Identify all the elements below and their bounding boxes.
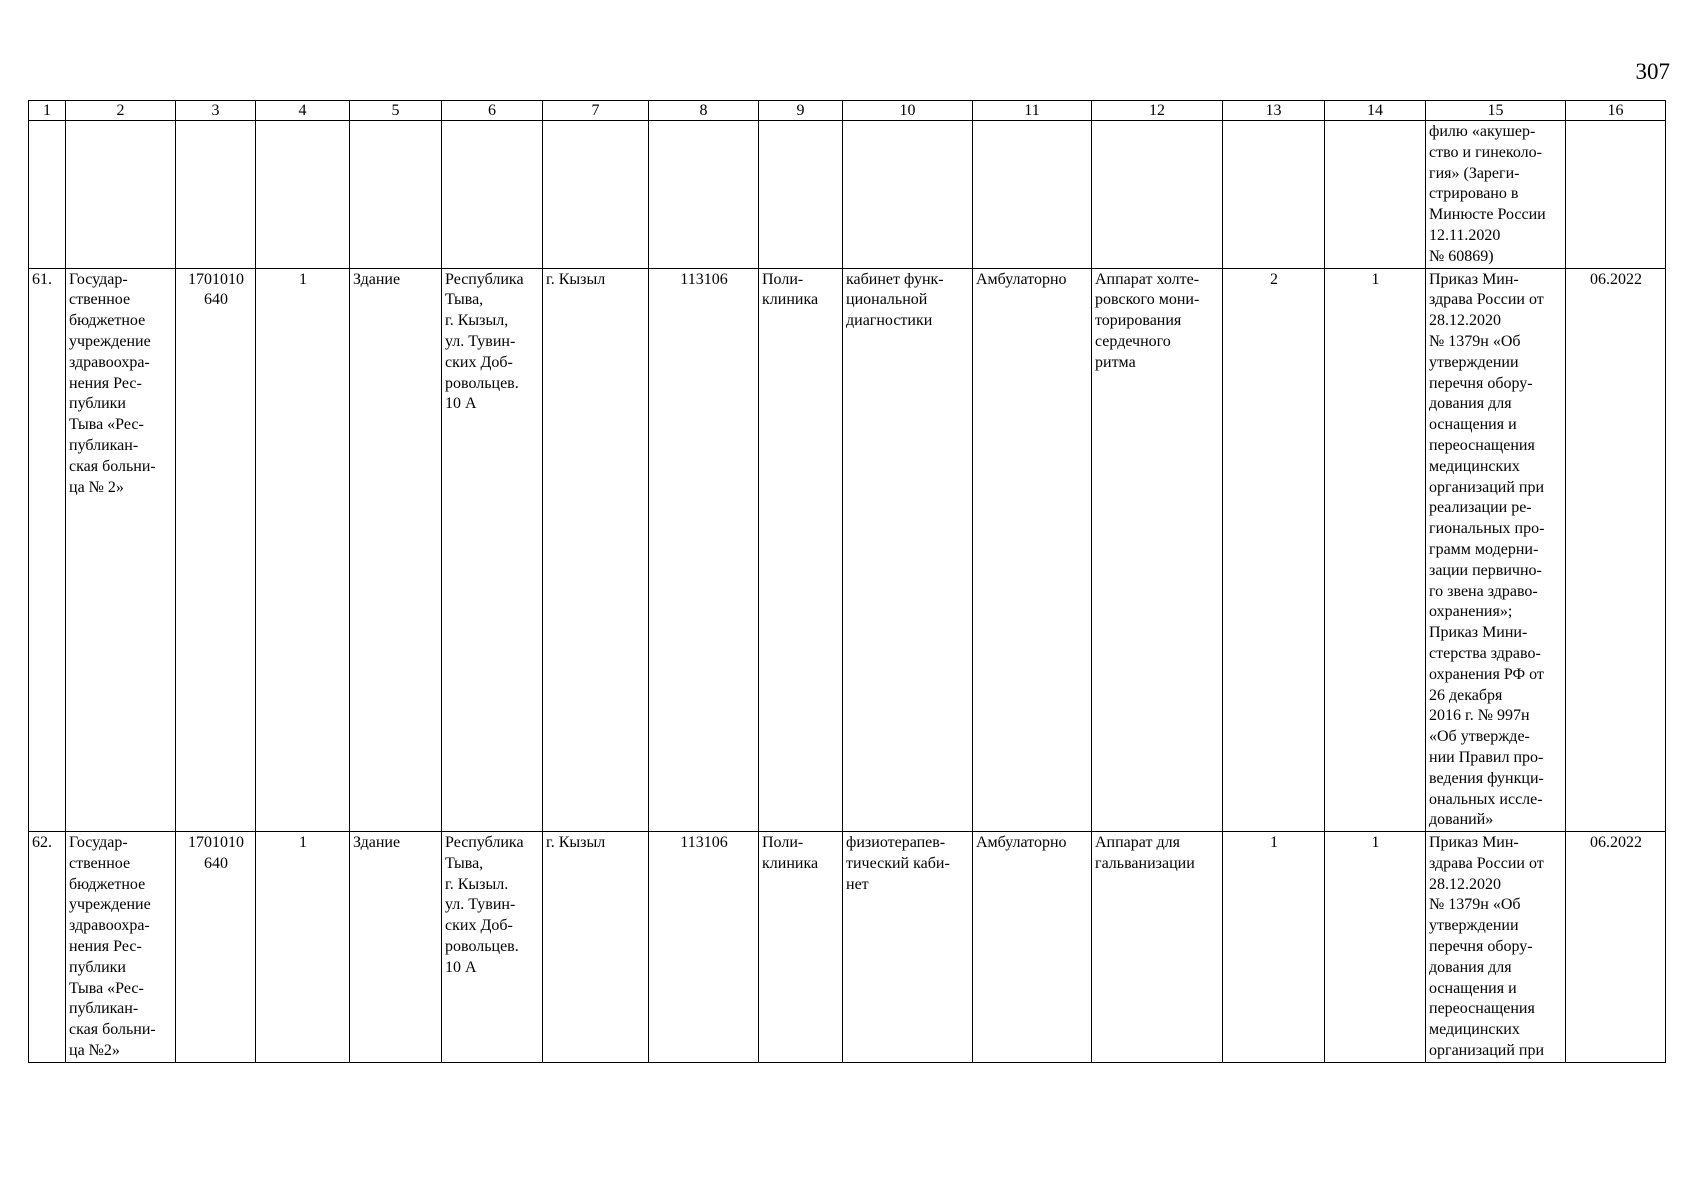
column-header: 16	[1566, 101, 1666, 121]
equipment-name: Аппарат для гальванизации	[1092, 832, 1223, 1063]
column-header: 6	[442, 101, 543, 121]
column-header: 14	[1325, 101, 1426, 121]
organization-name: Государ- ственное бюджетное учреждение здравоохра- нения Рес- публики Тыва «Рес- публикан- ская больни- ца № 2»	[66, 268, 176, 832]
legal-basis-cell: Приказ Мин- здрава России от 28.12.2020 № 1379н «Об утверждении перечня обору- дования для оснащения и переоснащения медицинских организаций при	[1426, 832, 1566, 1063]
city-cell: г. Кызыл	[543, 832, 649, 1063]
column-header: 1	[29, 101, 66, 121]
column-header: 3	[176, 101, 256, 121]
date-cell: 06.2022	[1566, 832, 1666, 1063]
count-cell: 1	[256, 832, 350, 1063]
code-cell: 113106	[649, 268, 759, 832]
address-cell: Республика Тыва, г. Кызыл, ул. Тувин- ских Доб- ровольцев. 10 А	[442, 268, 543, 832]
building-type: Здание	[350, 832, 442, 1063]
continuation-row	[29, 121, 1666, 269]
inn-cell: 1701010 640	[176, 832, 256, 1063]
table-cell	[1223, 121, 1325, 269]
table-row	[29, 268, 1666, 832]
column-header: 9	[759, 101, 843, 121]
department-cell: физиотерапев- тический каби- нет	[843, 832, 973, 1063]
column-number-row	[29, 101, 1666, 121]
column-header: 11	[973, 101, 1092, 121]
table-cell	[176, 121, 256, 269]
column-header: 7	[543, 101, 649, 121]
care-condition: Амбулаторно	[973, 832, 1092, 1063]
organization-name: Государ- ственное бюджетное учреждение здравоохра- нения Рес- публики Тыва «Рес- публикан- ская больни- ца №2»	[66, 832, 176, 1063]
table-cell	[649, 121, 759, 269]
table-cell	[843, 121, 973, 269]
legal-basis-cell: Приказ Мин- здрава России от 28.12.2020 № 1379н «Об утверждении перечня обору- дования для оснащения и переоснащения медицинских организаций при реализации ре- гиональных про- грамм модерни- зации первично- го звена здраво- охранения»; Приказ Мини- стерства здраво- охранения РФ от 26 декабря 2016 г. № 997н «Об утвержде- нии Правил про- ведения функци- ональных иссле- дований»	[1426, 268, 1566, 832]
table-cell	[1325, 121, 1426, 269]
table-row	[29, 832, 1666, 1063]
column-header: 15	[1426, 101, 1566, 121]
table-cell	[66, 121, 176, 269]
table-cell	[1092, 121, 1223, 269]
column-header: 8	[649, 101, 759, 121]
equipment-table	[28, 100, 1666, 1063]
column-header: 2	[66, 101, 176, 121]
unit-type: Поли- клиника	[759, 832, 843, 1063]
table-cell	[256, 121, 350, 269]
column-header: 4	[256, 101, 350, 121]
table-cell	[543, 121, 649, 269]
column-header: 5	[350, 101, 442, 121]
column-header: 13	[1223, 101, 1325, 121]
table-cell	[759, 121, 843, 269]
table-cell	[29, 121, 66, 269]
column-header: 12	[1092, 101, 1223, 121]
table-cell	[973, 121, 1092, 269]
address-cell: Республика Тыва, г. Кызыл. ул. Тувин- ских Доб- ровольцев. 10 А	[442, 832, 543, 1063]
department-cell: кабинет функ- циональной диагностики	[843, 268, 973, 832]
table-cell	[350, 121, 442, 269]
date-cell: 06.2022	[1566, 268, 1666, 832]
table-cell	[442, 121, 543, 269]
legal-basis-cell: филю «акушер- ство и гинеколо- гия» (Зареги- стрировано в Минюсте России 12.11.2020 № 60869)	[1426, 121, 1566, 269]
inn-cell: 1701010 640	[176, 268, 256, 832]
page-number: 307	[1635, 59, 1670, 84]
row-number: 61.	[29, 268, 66, 832]
column-header: 10	[843, 101, 973, 121]
table-cell	[1566, 121, 1666, 269]
quantity-cell: 1	[1325, 268, 1426, 832]
quantity-cell: 2	[1223, 268, 1325, 832]
code-cell: 113106	[649, 832, 759, 1063]
row-number: 62.	[29, 832, 66, 1063]
unit-type: Поли- клиника	[759, 268, 843, 832]
care-condition: Амбулаторно	[973, 268, 1092, 832]
quantity-cell: 1	[1223, 832, 1325, 1063]
equipment-name: Аппарат холте- ровского мони- торирования сердечного ритма	[1092, 268, 1223, 832]
count-cell: 1	[256, 268, 350, 832]
quantity-cell: 1	[1325, 832, 1426, 1063]
building-type: Здание	[350, 268, 442, 832]
city-cell: г. Кызыл	[543, 268, 649, 832]
